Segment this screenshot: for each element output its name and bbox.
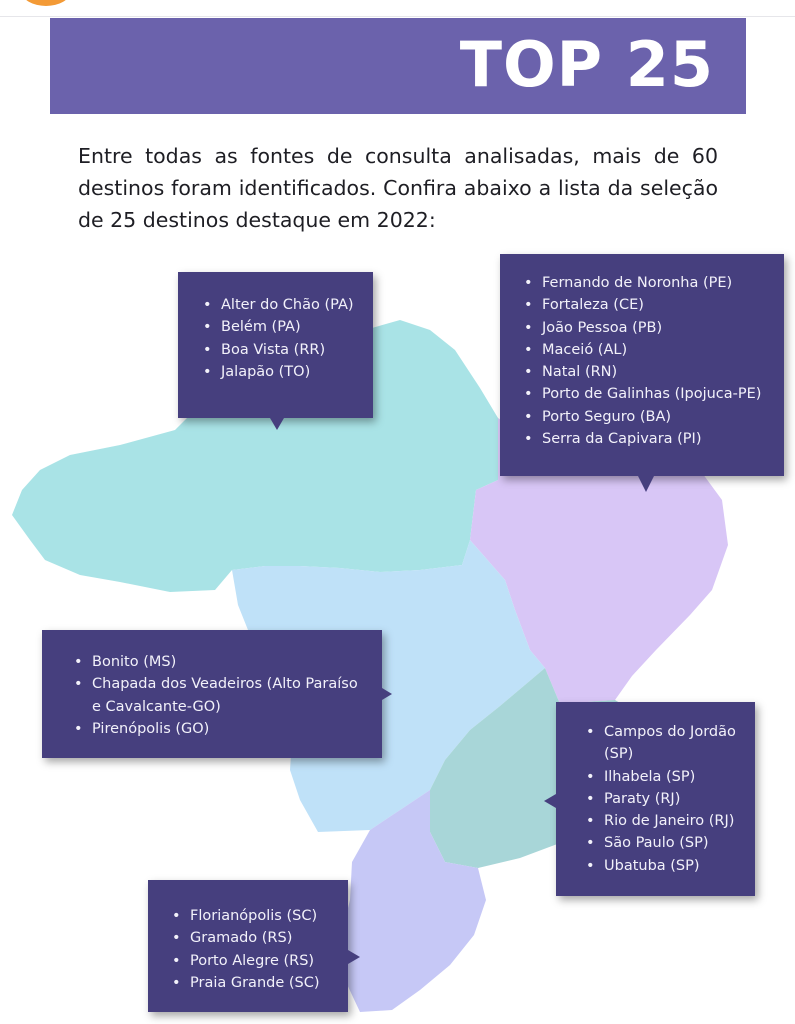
intro-paragraph (78, 140, 718, 236)
list-item: • Maceió (AL) (522, 339, 784, 361)
list-item: • Natal (RN) (522, 361, 784, 383)
box-norte (178, 272, 373, 418)
list-item: • Pirenópolis (GO) (72, 718, 362, 740)
list-item: • Paraty (RJ) (584, 788, 749, 810)
list-item: • Ubatuba (SP) (584, 855, 749, 877)
pointer-norte (270, 418, 284, 430)
top-strip (0, 0, 795, 17)
list-item: • Bonito (MS) (72, 651, 362, 673)
list-item: • Boa Vista (RR) (201, 339, 373, 361)
norte-list (201, 294, 373, 383)
list-item: • Porto Seguro (BA) (522, 406, 784, 428)
list-item: • Rio de Janeiro (RJ) (584, 810, 749, 832)
pointer-nordeste (638, 476, 654, 492)
box-sudeste (556, 702, 755, 896)
list-item: • Alter do Chão (PA) (201, 294, 373, 316)
nordeste-list (522, 272, 784, 450)
intro-line-1: Entre todas as fontes de consulta analisadas, mais de 60 (78, 144, 718, 168)
list-item: • Florianópolis (SC) (170, 905, 348, 927)
box-centro-oeste (42, 630, 382, 758)
box-nordeste (500, 254, 784, 476)
list-item: • Fortaleza (CE) (522, 294, 784, 316)
centro-oeste-list (72, 651, 362, 740)
list-item: • Praia Grande (SC) (170, 972, 348, 994)
list-item: • João Pessoa (PB) (522, 317, 784, 339)
list-item: • Gramado (RS) (170, 927, 348, 949)
list-item: • Campos do Jordão (SP) (584, 721, 749, 766)
list-item: • Serra da Capivara (PI) (522, 428, 784, 450)
page-title: TOP 25 (459, 28, 714, 101)
list-item: • Porto Alegre (RS) (170, 950, 348, 972)
list-item: • Chapada dos Veadeiros (Alto Paraíso e Cavalcante-GO) (72, 673, 362, 718)
list-item: • Porto de Galinhas (Ipojuca-PE) (522, 383, 784, 405)
list-item: • Jalapão (TO) (201, 361, 373, 383)
list-item: • São Paulo (SP) (584, 832, 749, 854)
list-item: • Ilhabela (SP) (584, 766, 749, 788)
sudeste-list (584, 721, 749, 877)
list-item: • Fernando de Noronha (PE) (522, 272, 784, 294)
box-sul (148, 880, 348, 1012)
pointer-centro-oeste (382, 688, 392, 700)
sul-list (170, 905, 348, 994)
pointer-sul (348, 950, 360, 964)
title-banner (50, 18, 746, 114)
pointer-sudeste (544, 794, 556, 808)
intro-line-3: de 25 destinos destaque em 2022: (78, 208, 436, 232)
intro-line-2: destinos foram identificados. Confira abaixo a lista da seleção (78, 176, 718, 200)
orange-logo-circle (22, 0, 70, 6)
list-item: • Belém (PA) (201, 316, 373, 338)
